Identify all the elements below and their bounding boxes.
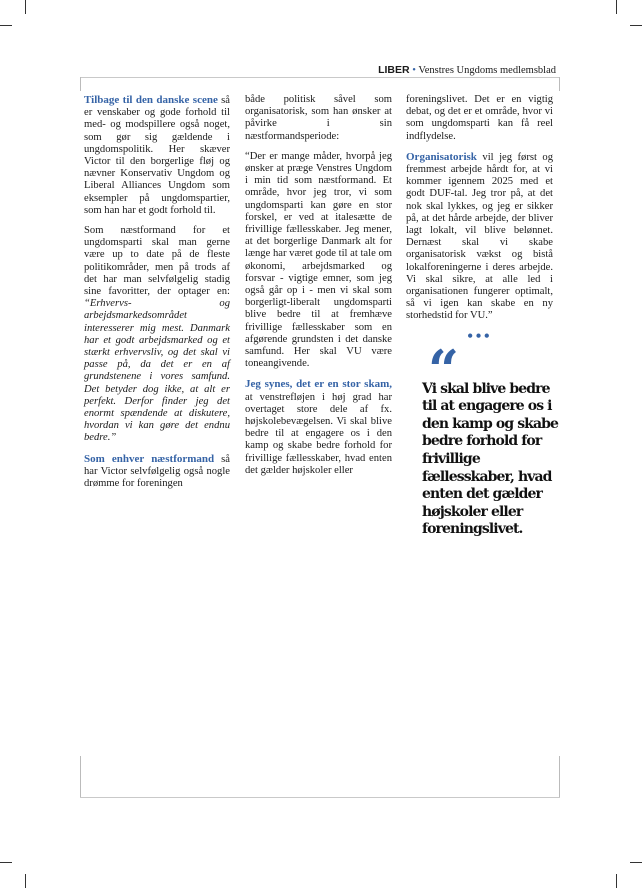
crop-mark	[630, 862, 642, 863]
paragraph-lead: Som enhver næstformand	[84, 452, 215, 465]
crop-mark	[0, 862, 12, 863]
article-column-2	[245, 94, 392, 485]
paragraph-text: så har Victor selvfølgelig også nogle drømme for foreningen	[84, 453, 230, 490]
paragraph-text: foreningslivet. Det er en vigtig debat, og det er et område, hvor vi som ungdomsparti kan få reel indflydelse.	[406, 94, 553, 142]
paragraph	[84, 225, 230, 445]
paragraph	[245, 94, 392, 143]
pull-quote: Vi skal blive bedre til at engagere os i den kamp og skabe bedre forhold for frivillige fællesskaber, hvad enten det gælder højskoler eller foreningslivet.	[422, 380, 559, 538]
footer-rule	[80, 797, 560, 798]
paragraph	[84, 94, 230, 217]
paragraph-text: så er venskaber og gode forhold til med- og modspillere også noget, som gør sig gældende i ungdomspolitik. Her skæver Victor til den borgerlige fløj og nævner Konservativ Ungdom og Liberal Alliances Ungdom som eksempler på ungdomspartier, som han har et godt forhold til.	[84, 95, 230, 216]
quote-mark-icon: “	[428, 337, 460, 402]
paragraph-text: vil jeg først og fremmest arbejde hårdt for, at vi kommer igennem 2025 med et godt DUF-tal. Jeg tror på, at det nok skal lykkes, og jeg er sikker på, at det hårde arbejde, der bliver lagt lokalt, vil blive belønnet. Dernæst skal vi skabe organisatorisk vækst og bistå lokalforeningerne i deres arbejde. Vi skal sikre, at alle led i organisationen fungerer optimalt, så vi igen kan skabe en ny storhedstid for VU.”	[406, 151, 553, 322]
frame-line	[80, 77, 81, 91]
paragraph	[245, 378, 392, 477]
quote-text: “Erhvervs- og arbejdsmarkedsområdet interesserer mig mest. Danmark har et godt arbejdsmarked og et stærkt erhvervsliv, og det skal vi passe på, da det er en af grundstenene i vores samfund. Det betyder dog ikke, at alt er perfekt. Derfor finder jeg det enormt spændende at diskutere, hvordan vi kan gøre det endnu bedre.”	[84, 298, 230, 444]
paragraph-text: både politisk såvel som organisatorisk, som han ønsker at påvirke i sin næstformandsperiode:	[245, 94, 392, 142]
crop-mark	[616, 0, 617, 14]
paragraph	[245, 151, 392, 371]
separator-dots: •••	[467, 325, 492, 346]
article-column-1	[84, 94, 230, 498]
paragraph-lead: Tilbage til den danske scene	[84, 94, 218, 106]
crop-mark	[616, 874, 617, 888]
crop-mark	[25, 874, 26, 888]
paragraph	[406, 94, 553, 143]
frame-line	[80, 756, 81, 798]
paragraph-text: Som næstformand for et ungdomsparti skal man gerne være up to date på de fleste politikområder, men på trods af det har man selvfølgelig stadig sine favoritter, der optager en:	[84, 225, 230, 298]
running-header	[378, 64, 556, 76]
header-separator: •	[412, 65, 416, 76]
frame-line	[559, 77, 560, 91]
article-column-3	[406, 94, 559, 539]
header-rule	[80, 77, 560, 78]
paragraph-lead: Jeg synes, det er en stor skam,	[245, 378, 392, 391]
paragraph	[84, 453, 230, 491]
crop-mark	[0, 25, 12, 26]
paragraph-lead: Organisatorisk	[406, 150, 477, 163]
publication-name: Venstres Ungdoms medlemsblad	[418, 65, 556, 76]
paragraph	[406, 151, 553, 323]
paragraph-text: at venstrefløjen i høj grad har overtaget store dele af fx. højskolebevægelsen. Vi skal blive bedre til at engagere os i den kamp og skabe bedre forhold for frivillige fællesskaber, hvad enten det gælder højskoler eller	[245, 391, 392, 476]
crop-mark	[630, 25, 642, 26]
paragraph-text: “Der er mange måder, hvorpå jeg ønsker at præge Venstres Ungdom i min tid som næstformand. Et område, hvor jeg tror, vi som ungdomsparti kan gøre en stor forskel, er ved at italesætte de frivillige fællesskaber. Jeg mener, at det borgerlige Danmark alt for længe har været gode til at tale om økonomi, arbejdsmarked og forsvar - vigtige emner, som jeg også går op i - men vi skal som borgerligt-liberalt ungdomsparti blive bedre til at fremhæve frivillige fællesskaber som en afgørende grundsten i det danske samfund. Her skal VU være toneangivende.	[245, 150, 392, 370]
brand-name: LIBER	[378, 64, 410, 76]
crop-mark	[25, 0, 26, 14]
frame-line	[559, 756, 560, 798]
